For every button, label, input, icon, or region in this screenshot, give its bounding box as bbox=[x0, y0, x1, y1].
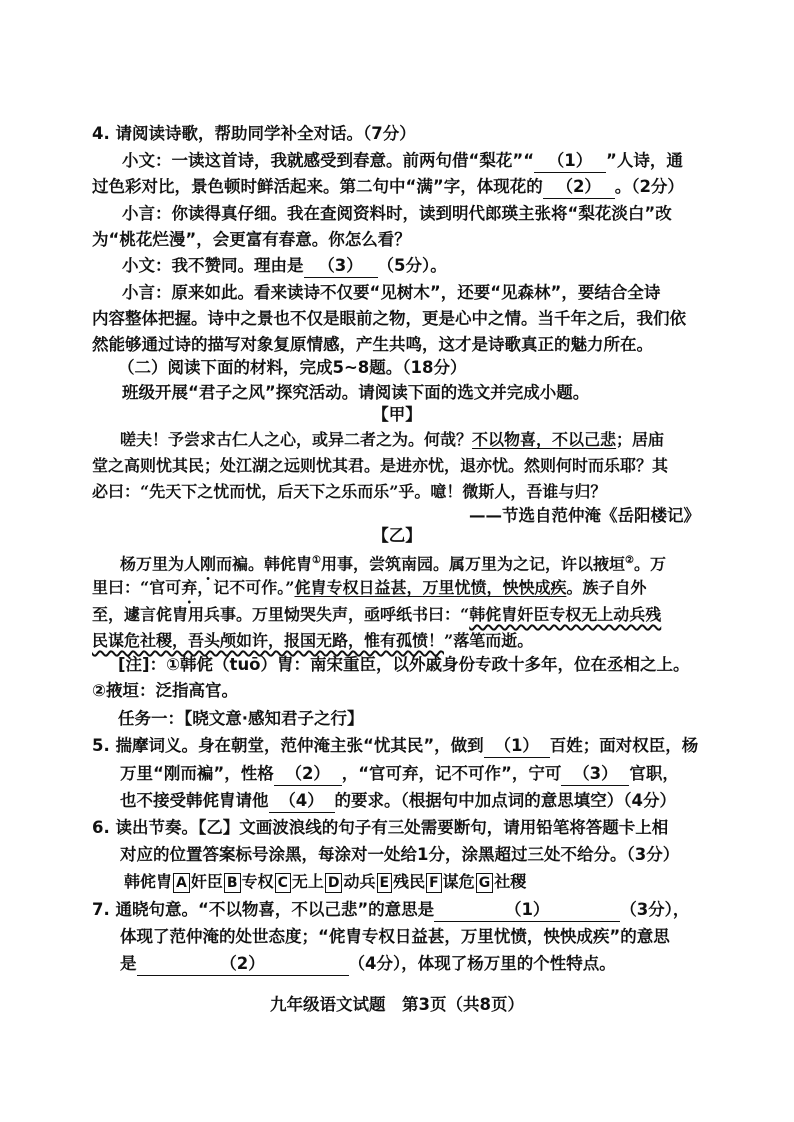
wavy-text: 民谋危社稷，吾头颅如许，报国无路，惟有孤愤！ bbox=[92, 631, 445, 650]
blank-q7-1[interactable]: （1） bbox=[434, 899, 620, 922]
text: ”人诗，通 bbox=[606, 151, 683, 170]
text: 官职， bbox=[629, 764, 679, 783]
text: 过色彩对比，景色顿时鲜活起来。第二句中“满”字，体现花的 bbox=[92, 177, 543, 196]
blank-1[interactable]: （1） bbox=[534, 150, 606, 173]
yi-line-4 bbox=[92, 628, 533, 654]
text: （5分）。 bbox=[377, 256, 447, 275]
underlined-text: 不以物喜，不以己悲 bbox=[472, 430, 617, 449]
yi-line-3 bbox=[92, 602, 661, 628]
q4-line-8: 然能够通过诗的描写对象复原情感，产生共鸣，这才是诗歌真正的魅力所在。 bbox=[92, 335, 653, 354]
text: 。族子自外 bbox=[566, 578, 647, 597]
text: 小文：我不赞同。理由是 bbox=[122, 256, 304, 275]
q4-line-2 bbox=[92, 174, 684, 200]
blank-q5-4[interactable]: （4） bbox=[269, 790, 335, 813]
answer-box-f[interactable]: F bbox=[426, 873, 442, 893]
jia-line-2: 堂之高则忧其民；处江湖之远则忧其君。是进亦忧，退亦忧。然则何时而乐耶？其 bbox=[92, 456, 669, 475]
q4-line-3: 小言：你读得真仔细。我在查阅资料时，读到明代郎瑛主张将“梨花淡白”改 bbox=[122, 204, 672, 223]
text: ”落笔而逝。 bbox=[444, 631, 534, 650]
jia-heading: 【甲】 bbox=[372, 405, 422, 424]
text: 里曰：“官可 bbox=[92, 578, 182, 597]
q5-line-3 bbox=[120, 788, 676, 814]
dotted-char: 刚 bbox=[200, 554, 217, 574]
dotted-char: 弃 bbox=[181, 578, 198, 597]
q4-line-4: 为“桃花烂漫”，会更富有春意。你怎么看？ bbox=[92, 230, 411, 249]
text: （3分）， bbox=[620, 900, 690, 919]
text: ，记不可作。” bbox=[197, 578, 295, 597]
blank-q7-2[interactable]: （2） bbox=[137, 953, 349, 976]
underlined-text: 侂胄专权日益甚，万里忧愤，怏怏成疾 bbox=[294, 578, 567, 597]
sentence-segment: 动兵 bbox=[343, 872, 376, 891]
wavy-text: 韩侂胄奸臣专权无上动兵残 bbox=[469, 605, 662, 624]
blank-q5-2[interactable]: （2） bbox=[274, 763, 342, 786]
section-title: （二）阅读下面的材料，完成5~8题。（18分） bbox=[118, 358, 467, 377]
q7-line-2: 体现了范仲淹的处世态度；“侂胄专权日益甚，万里忧愤，怏怏成疾”的意思 bbox=[120, 927, 670, 946]
q7-line-1 bbox=[92, 897, 689, 923]
text: 小文：一读这首诗，我就感受到春意。前两句借“梨花”“ bbox=[122, 151, 535, 170]
blank-q5-3[interactable]: （3） bbox=[561, 763, 629, 786]
text: 万里“刚而褊”，性格 bbox=[120, 764, 274, 783]
blank-q5-1[interactable]: （1） bbox=[484, 735, 550, 758]
sentence-segment: 韩侂胄 bbox=[124, 872, 173, 891]
text: 5. 揣摩词义。身在朝堂，范仲淹主张“忧其民”，做到 bbox=[92, 736, 484, 755]
text: （4分），体现了杨万里的个性特点。 bbox=[348, 954, 616, 973]
page-footer: 九年级语文试题 第3页（共8页） bbox=[270, 995, 524, 1014]
answer-box-g[interactable]: G bbox=[476, 873, 494, 893]
q4-line-6: 小言：原来如此。看来读诗不仅要“见树木”，还要“见森林”，要结合全诗 bbox=[122, 283, 661, 302]
text: 而褊。韩侂胄 bbox=[216, 554, 313, 574]
text: 至，遽言侂胄用兵事。万里恸哭失声，亟呼纸书曰：“ bbox=[92, 605, 470, 624]
jia-line-3: 必曰：“先天下之忧而忧，后天下之乐而乐”乎。噫！微斯人，吾谁与归？ bbox=[92, 482, 607, 501]
q5-line-1 bbox=[92, 733, 698, 759]
q7-line-3 bbox=[120, 951, 616, 977]
sentence-segment: 社稷 bbox=[494, 872, 527, 891]
yi-note-2: ②掖垣：泛指高官。 bbox=[92, 681, 238, 700]
text: 。万 bbox=[634, 554, 667, 574]
sentence-segment: 残民 bbox=[393, 872, 426, 891]
text: 嗟夫！予尝求古仁人之心，或异二者之为。何哉？ bbox=[120, 430, 473, 449]
section-intro: 班级开展“君子之风”探究活动。请阅读下面的选文并完成小题。 bbox=[122, 383, 590, 402]
sentence-segment: 专权 bbox=[241, 872, 274, 891]
sentence-segment: 谋危 bbox=[442, 872, 475, 891]
blank-3[interactable]: （3） bbox=[304, 255, 378, 278]
blank-2[interactable]: （2） bbox=[543, 176, 615, 199]
yi-note-1: [注]：①韩侂（tuō）胄：南宋重臣，以外戚身份专政十多年，位在丞相之上。 bbox=[118, 655, 690, 674]
jia-line-1 bbox=[120, 427, 664, 453]
text: 7. 通晓句意。“不以物喜，不以己悲”的意思是 bbox=[92, 900, 435, 919]
answer-box-c[interactable]: C bbox=[275, 873, 291, 893]
text: 是 bbox=[120, 954, 137, 973]
answer-box-d[interactable]: D bbox=[325, 873, 343, 893]
answer-box-b[interactable]: B bbox=[224, 873, 241, 893]
q4-title: 4. 请阅读诗歌，帮助同学补全对话。（7分） bbox=[92, 124, 416, 143]
sentence-segment: 奸臣 bbox=[190, 872, 223, 891]
text: 百姓；面对权臣，杨 bbox=[549, 736, 699, 755]
jia-source: ——节选自范仲淹《岳阳楼记》 bbox=[469, 506, 700, 525]
sentence-segment: 无上 bbox=[291, 872, 324, 891]
q4-line-1 bbox=[122, 148, 683, 174]
q4-line-5 bbox=[122, 253, 447, 279]
yi-heading: 【乙】 bbox=[372, 526, 422, 545]
answer-box-a[interactable]: A bbox=[173, 873, 190, 893]
text: 杨万里为人 bbox=[120, 554, 201, 574]
text: ；居庙 bbox=[616, 430, 665, 449]
note-ref: ② bbox=[625, 555, 634, 566]
text: 用事，尝筑南园。属万里为之记，许以掖垣 bbox=[321, 554, 626, 574]
text: 的要求。（根据句中加点词的意思填空）（4分） bbox=[334, 791, 676, 810]
note-ref: ① bbox=[312, 555, 322, 566]
q6-sentence bbox=[124, 869, 526, 895]
q6-line-1: 6. 读出节奏。【乙】文画波浪线的句子有三处需要断句，请用铅笔将答题卡上相 bbox=[92, 818, 669, 837]
q4-line-7: 内容整体把握。诗中之景也不仅是眼前之物，更是心中之情。当千年之后，我们依 bbox=[92, 309, 686, 328]
task-1-title: 任务一：【晓文意·感知君子之行】 bbox=[118, 709, 364, 728]
text: 也不接受韩侂胄请他 bbox=[120, 791, 269, 810]
text: ，“官可弃，记不可作”，宁可 bbox=[341, 764, 562, 783]
answer-box-e[interactable]: E bbox=[377, 873, 393, 893]
q6-line-2: 对应的位置答案标号涂黑，每涂对一处给1分，涂黑超过三处不给分。（3分） bbox=[120, 845, 680, 864]
text: 。（2分） bbox=[614, 177, 684, 196]
q5-line-2 bbox=[120, 761, 679, 787]
